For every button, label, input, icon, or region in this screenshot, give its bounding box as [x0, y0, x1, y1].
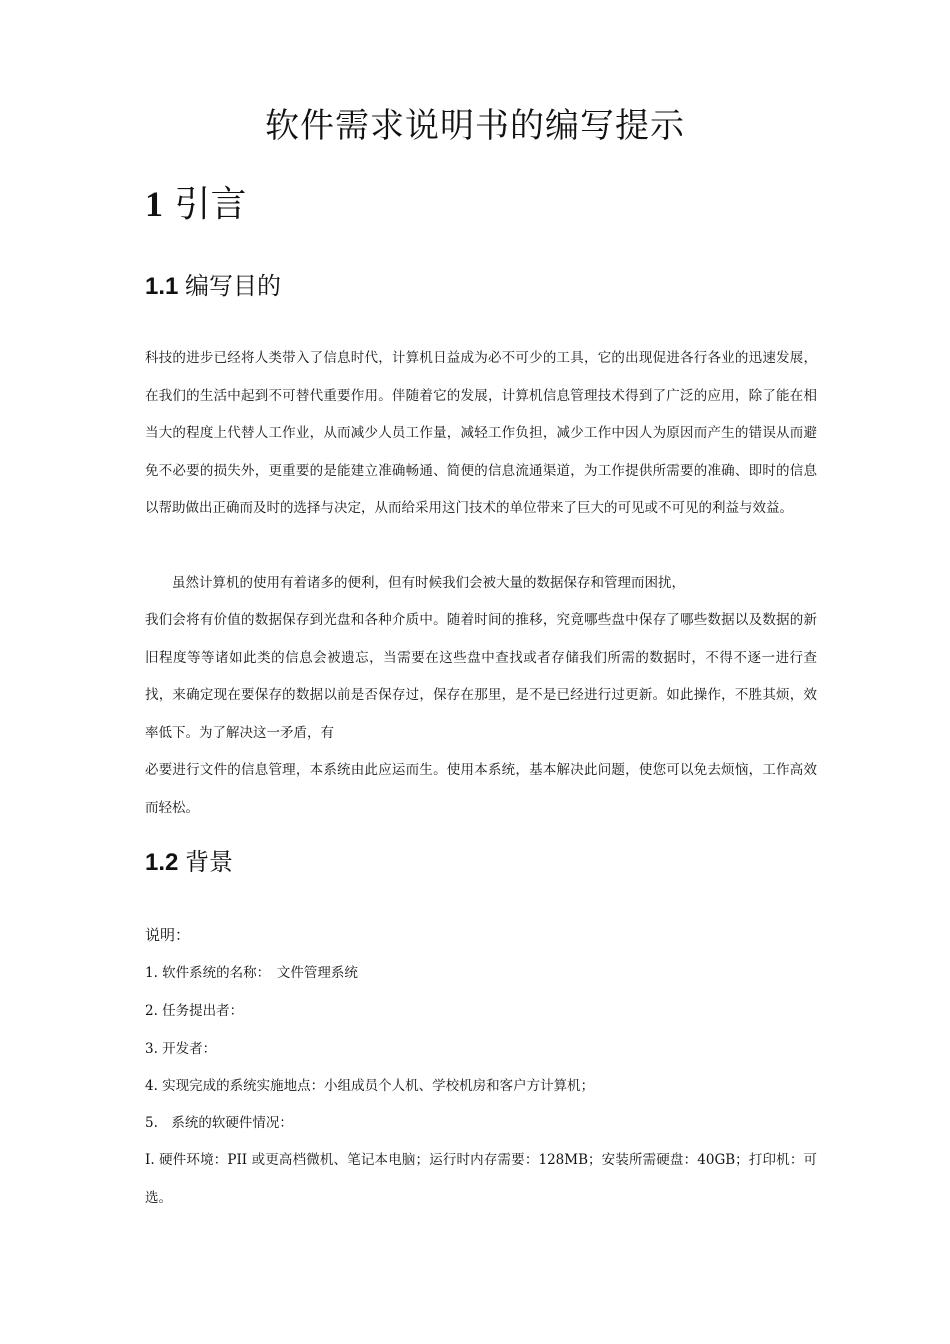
background-intro: 说明： [145, 926, 191, 944]
subsection-label: 背景 [185, 848, 234, 876]
background-item-1: 1. 软件系统的名称： 文件管理系统 [145, 965, 358, 981]
background-item-5: 5. 系统的软硬件情况： [145, 1115, 293, 1131]
background-item-2: 2. 任务提出者： [145, 1003, 244, 1019]
purpose-paragraph-2: 我们会将有价值的数据保存到光盘和各种介质中。随着时间的推移，究竟哪些盘中保存了哪些数据以及数据的新旧程度等等诸如此类的信息会被遗忘，当需要在这些盘中查找或者存储我们所需的数据时，不得不逐一进行查找，来确定现在要保存的数据以前是否保存过，保存在那里，是不是已经进行过更新。如此操作，不胜其烦，效率低下。为了解决这一矛盾，有 [145, 612, 817, 741]
purpose-paragraph-2-line-1: 虽然计算机的使用有着诸多的便利，但有时候我们会被大量的数据保存和管理而困扰， [172, 575, 685, 591]
section-number: 1 [145, 184, 163, 224]
hardware-environment: I. 硬件环境：PII 或更高档微机、笔记本电脑；运行时内存需要：128MB；安装所需硬盘：40GB；打印机：可选。 [145, 1152, 817, 1206]
subsection-heading-purpose [145, 270, 281, 303]
subsection-heading-background [145, 846, 233, 879]
section-heading-introduction [145, 180, 246, 229]
subsection-label: 编写目的 [185, 272, 282, 300]
purpose-paragraph-3: 必要进行文件的信息管理，本系统由此应运而生。使用本系统，基本解决此问题，使您可以免去烦恼，工作高效而轻松。 [145, 762, 817, 816]
background-item-4: 4. 实现完成的系统实施地点：小组成员个人机、学校机房和客户方计算机； [145, 1078, 595, 1094]
background-item-3: 3. 开发者： [145, 1041, 217, 1057]
section-label: 引言 [174, 184, 247, 225]
document-title: 软件需求说明书的编写提示 [265, 106, 685, 146]
subsection-number: 1.2 [145, 849, 179, 876]
subsection-number: 1.1 [145, 273, 179, 300]
purpose-paragraph-1: 科技的进步已经将人类带入了信息时代，计算机日益成为必不可少的工具，它的出现促进各行各业的迅速发展，在我们的生活中起到不可替代重要作用。伴随着它的发展，计算机信息管理技术得到了广泛的应用，除了能在相当大的程度上代替人工作业，从而减少人员工作量，减轻工作负担，减少工作中因人为原因而产生的错误从而避免不必要的损失外，更重要的是能建立准确畅通、简便的信息流通渠道，为工作提供所需要的准确、即时的信息以帮助做出正确而及时的选择与决定，从而给采用这门技术的单位带来了巨大的可见或不可见的利益与效益。 [145, 350, 817, 516]
